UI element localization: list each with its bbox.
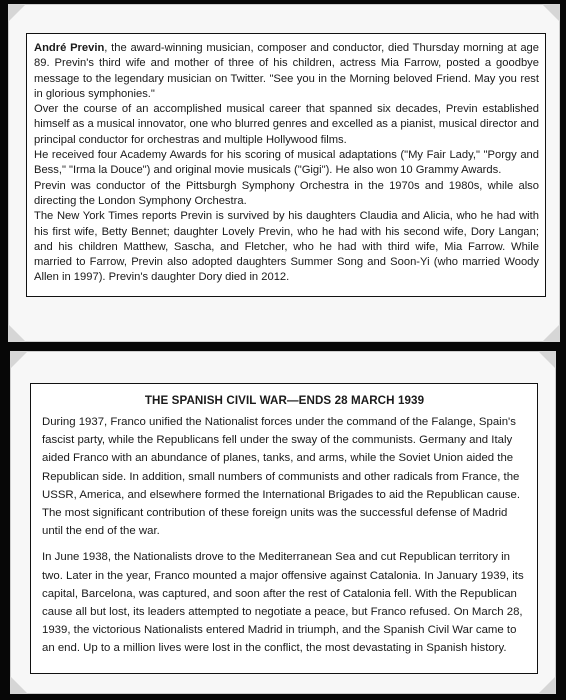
corner-flap — [538, 351, 556, 369]
paragraph-text: , the award-winning musician, composer and conductor, died Thursday morning at age 89. Previn's third wife and mother of three of his children, actress Mia Farrow, posted a goodbye message to the legendary musician on Twitter. "See you in the Morning beloved Friend. May you rest in glorious symphonies." — [34, 42, 539, 100]
previn-paragraph-4: Previn was conductor of the Pittsburgh Symphony Orchestra in the 1970s and 1980s, while also directing the London Symphony Orchestra. — [34, 179, 539, 207]
corner-flap — [542, 324, 560, 342]
section-heading: THE SPANISH CIVIL WAR—ENDS 28 MARCH 1939 — [144, 394, 425, 407]
corner-flap — [8, 4, 26, 22]
previn-text-box — [26, 33, 546, 297]
previn-paragraph-2: Over the course of an accomplished musical career that spanned six decades, Previn established himself as a musical innovator, one who blurred genres and excelled as a pianist, musical director and principal conductor for orchestras and multiple Hollywood films. — [34, 103, 539, 146]
corner-flap — [542, 4, 560, 22]
spanish-civil-war-box — [30, 383, 538, 674]
lead-name: André Previn — [34, 42, 105, 54]
civil-war-paragraph-2: In June 1938, the Nationalists drove to the Mediterranean Sea and cut Republican territory in two. Later in the year, Franco mounted a major offensive against Catalonia. In January 1939, its capital, Barcelona, was captured, and soon after the rest of Catalonia fell. With the Republican cause all but lost, its leaders attempted to negotiate a peace, but Franco refused. On March 28, 1939, the victorious Nationalists entered Madrid in triumph, and the Spanish Civil War came to an end. Up to a million lives were lost in the conflict, the most devastating in Spanish history. — [42, 551, 524, 655]
civil-war-paragraph-1: During 1937, Franco unified the Nationalist forces under the command of the Falange, Spain's fascist party, while the Republicans fell under the sway of the communists. Germany and Italy aided Franco with an abundance of planes, tanks, and arms, while the Soviet Union aided the Republican side. In addition, small numbers of communists and other radicals from France, the USSR, America, and elsewhere formed the International Brigades to aid the Republican cause. The most significant contribution of these foreign units was the successful defense of Madrid until the end of the war. — [42, 416, 521, 538]
previn-paragraph-1 — [34, 41, 539, 102]
previn-paragraph-3: He received four Academy Awards for his scoring of musical adaptations ("My Fair Lady," "Porgy and Bess," "Irma la Douce") and original movie musicals ("Gigi"). He also won 10 Grammy Awards. — [34, 149, 539, 177]
corner-flap — [10, 351, 28, 369]
corner-flap — [8, 324, 26, 342]
corner-flap — [538, 676, 556, 694]
corner-flap — [10, 676, 28, 694]
previn-paragraph-5: The New York Times reports Previn is survived by his daughters Claudia and Alicia, who he had with his first wife, Betty Bennet; daughter Lovely Previn, who he had with his second wife, Dory Langan; and his children Matthew, Sascha, and Fletcher, who he had with third wife, Mia Farrow. While married to Farrow, Previn also adopted daughters Summer Song and Soon-Yi (who married Woody Allen in 1997). Previn's daughter Dory died in 2012. — [34, 210, 539, 284]
